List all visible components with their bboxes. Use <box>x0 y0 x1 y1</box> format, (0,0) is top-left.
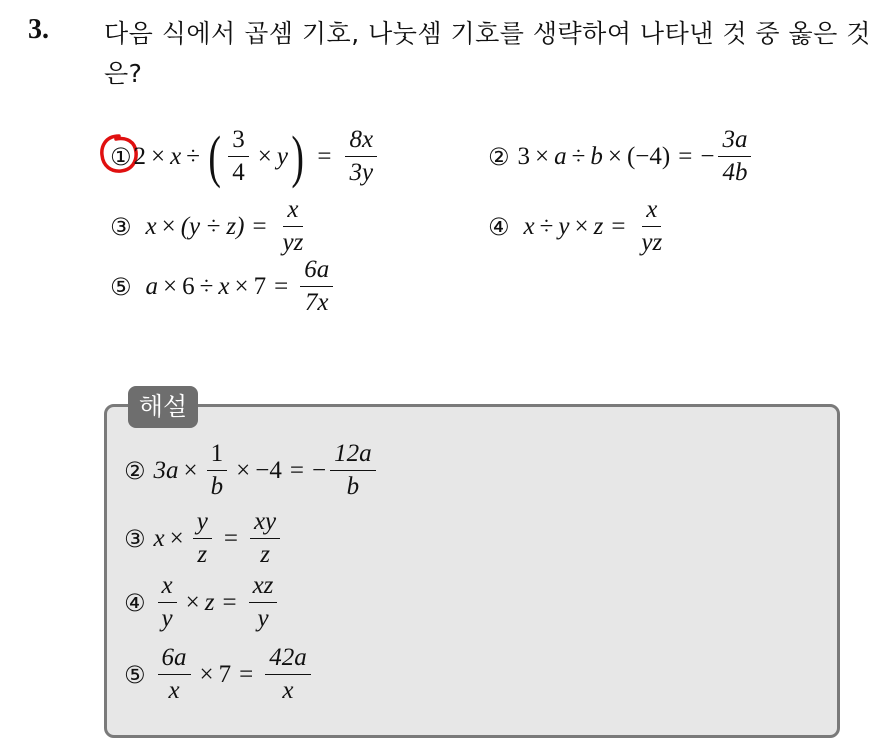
times-sign: × <box>607 142 622 170</box>
equals-sign: = <box>317 142 332 170</box>
minus-sign: − <box>700 142 715 170</box>
fraction <box>345 126 377 187</box>
option-2-mark: ② <box>488 142 510 171</box>
solution-3-term: x <box>153 524 165 552</box>
times-sign: × <box>199 660 214 688</box>
option-4-var: x <box>523 212 535 240</box>
option-5-term: 7 <box>253 272 267 300</box>
solution-5 <box>124 644 315 705</box>
solution-5-mark: ⑤ <box>124 660 146 689</box>
divide-sign: ÷ <box>186 142 200 170</box>
solution-4 <box>124 572 281 633</box>
denominator: 3y <box>349 159 374 186</box>
minus-sign: − <box>311 456 327 484</box>
times-sign: × <box>163 272 178 300</box>
equals-sign: = <box>274 272 289 300</box>
solution-5-term: 7 <box>218 660 232 688</box>
times-sign: × <box>185 588 200 616</box>
times-sign: × <box>169 524 184 552</box>
option-2-term: 3 <box>517 142 531 170</box>
denominator: z <box>197 541 208 568</box>
denominator: b <box>346 473 360 500</box>
option-5-mark: ⑤ <box>110 272 132 301</box>
numerator: x <box>158 572 177 603</box>
fraction <box>249 572 278 633</box>
option-1-term: 2 <box>133 142 147 170</box>
option-2-var: a <box>554 142 567 170</box>
numerator: 1 <box>207 440 228 471</box>
numerator: xy <box>250 508 280 539</box>
equals-sign: = <box>289 456 304 484</box>
fraction <box>300 256 333 317</box>
option-2-term: (−4) <box>626 142 671 170</box>
option-3-mark: ③ <box>110 212 132 241</box>
numerator: x <box>642 196 661 227</box>
numerator: xz <box>249 572 278 603</box>
denominator: yz <box>282 229 304 256</box>
solution-4-mark: ④ <box>124 588 146 617</box>
denominator: b <box>210 473 224 500</box>
option-4-var: y <box>558 212 570 240</box>
times-sign: × <box>236 456 251 484</box>
fraction <box>158 572 177 633</box>
denominator: yz <box>641 229 663 256</box>
fraction <box>207 440 228 501</box>
fraction <box>718 126 751 187</box>
solution-2 <box>124 440 380 501</box>
numerator: 12a <box>330 440 376 471</box>
option-1-var: y <box>276 142 289 170</box>
option-5[interactable] <box>110 256 337 317</box>
denominator: 7x <box>304 289 329 316</box>
fraction <box>279 196 308 257</box>
numerator: y <box>193 508 212 539</box>
denominator: 4b <box>722 159 748 186</box>
option-3-var: x <box>145 212 157 240</box>
option-2-var: b <box>590 142 603 170</box>
option-5-term: 6 <box>182 272 195 300</box>
numerator: 3 <box>228 126 249 157</box>
equals-sign: = <box>678 142 693 170</box>
option-2[interactable] <box>488 126 755 187</box>
numerator: 3a <box>718 126 751 157</box>
fraction <box>228 126 249 187</box>
equals-sign: = <box>611 212 626 240</box>
numerator: x <box>283 196 302 227</box>
solution-label: 해설 <box>128 386 198 428</box>
divide-sign: ÷ <box>571 142 586 170</box>
option-4[interactable] <box>488 196 670 257</box>
times-sign: × <box>535 142 550 170</box>
option-1-var: x <box>170 142 182 170</box>
fraction <box>265 644 311 705</box>
denominator: z <box>260 541 270 568</box>
option-4-mark: ④ <box>488 212 510 241</box>
times-sign: × <box>183 456 198 484</box>
open-paren: ( <box>208 123 221 189</box>
divide-sign: ÷ <box>199 272 214 300</box>
fraction <box>250 508 280 569</box>
fraction <box>193 508 212 569</box>
divide-sign: ÷ <box>539 212 554 240</box>
numerator: 42a <box>265 644 311 675</box>
option-5-var: a <box>145 272 159 300</box>
close-paren: ) <box>291 123 304 189</box>
fraction <box>158 644 191 705</box>
denominator: x <box>168 677 180 704</box>
numerator: 8x <box>345 126 377 157</box>
equals-sign: = <box>252 212 267 240</box>
solution-2-mark: ② <box>124 456 146 485</box>
denominator: y <box>257 605 269 632</box>
times-sign: × <box>151 142 166 170</box>
equals-sign: = <box>223 524 238 552</box>
question-text: 다음 식에서 곱셈 기호, 나눗셈 기호를 생략하여 나타낸 것 중 옳은 것은? <box>104 19 871 88</box>
solution-2-term: 3a <box>153 456 179 484</box>
equals-sign: = <box>239 660 254 688</box>
solution-4-term: z <box>204 588 215 616</box>
fraction <box>330 440 376 501</box>
solution-2-term: −4 <box>255 456 282 484</box>
solution-3-mark: ③ <box>124 524 146 553</box>
times-sign: × <box>161 212 176 240</box>
denominator: y <box>161 605 173 632</box>
denominator: x <box>282 677 294 704</box>
times-sign: × <box>574 212 589 240</box>
option-1-mark: ① <box>110 142 132 171</box>
times-sign: × <box>234 272 249 300</box>
question-number: 3. <box>28 14 49 45</box>
option-5-var: x <box>218 272 230 300</box>
solution-3 <box>124 508 284 569</box>
fraction <box>637 196 666 257</box>
times-sign: × <box>257 142 272 170</box>
numerator: 6a <box>158 644 191 675</box>
option-4-var: z <box>593 212 604 240</box>
equals-sign: = <box>222 588 237 616</box>
option-3-term: (y ÷ z) <box>180 212 245 240</box>
numerator: 6a <box>300 256 333 287</box>
option-3[interactable] <box>110 196 311 257</box>
option-1[interactable] <box>110 123 381 189</box>
denominator: 4 <box>232 159 245 186</box>
